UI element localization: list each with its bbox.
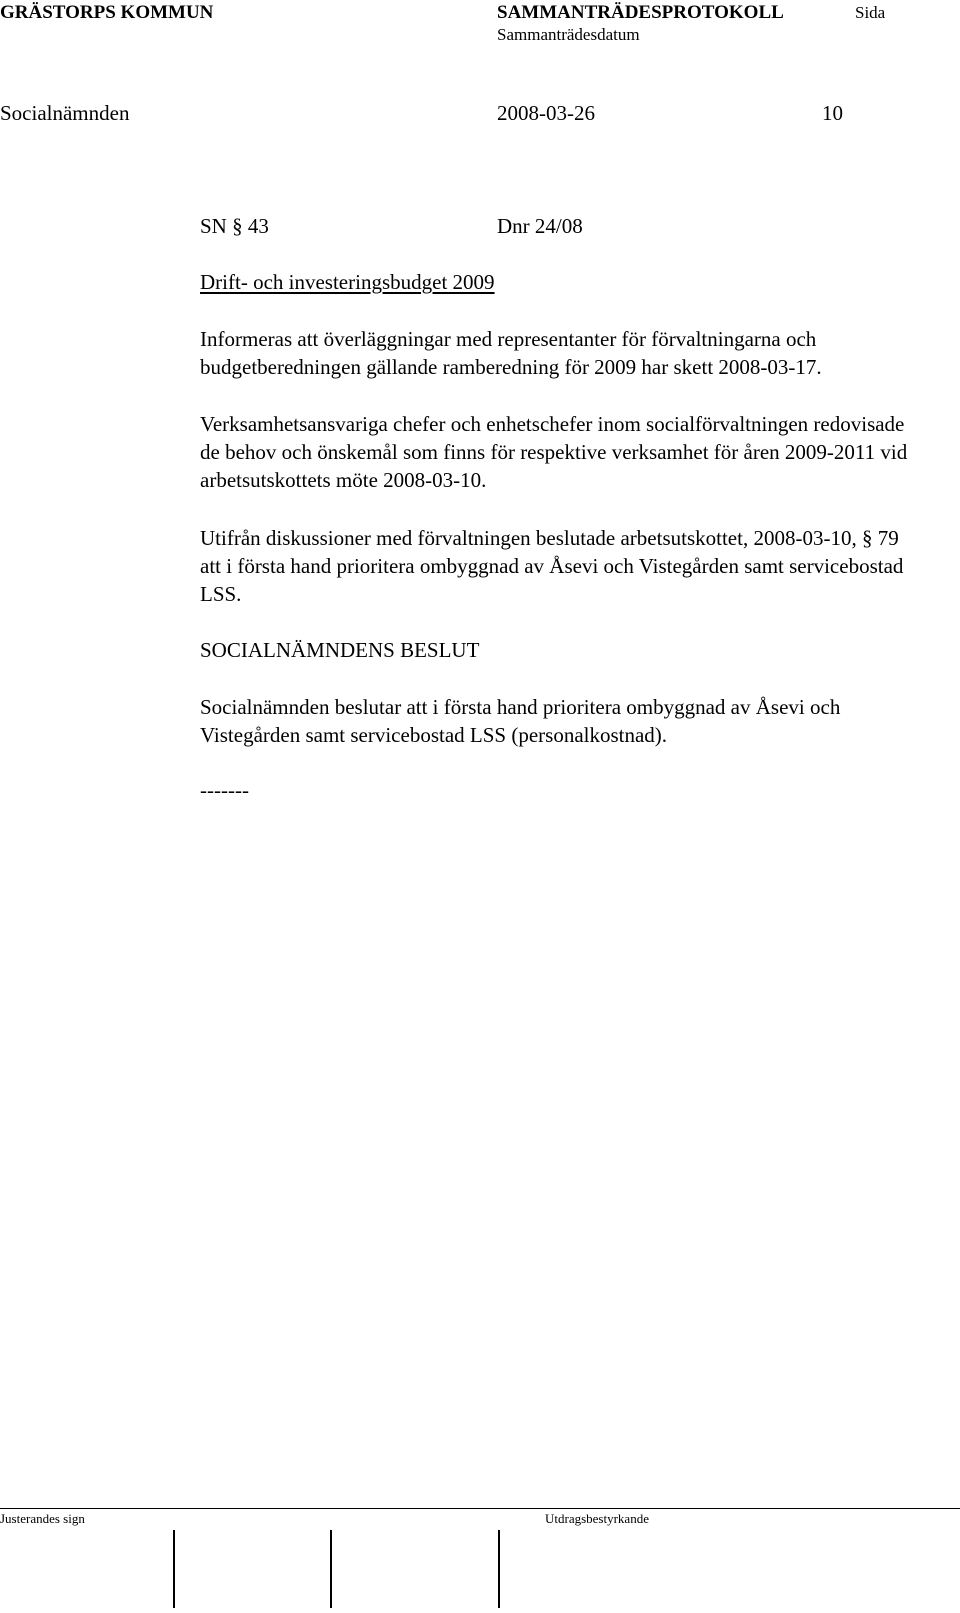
municipality-name: GRÄSTORPS KOMMUN	[0, 2, 214, 23]
paragraph-1: Informeras att överläggningar med representanter för förvaltningarna och budgetberedningen gällande ramberedning för 2009 har skett 2008-03-17.	[200, 327, 822, 379]
document-type: SAMMANTRÄDESPROTOKOLL	[497, 2, 784, 23]
decision-heading: SOCIALNÄMNDENS BESLUT	[200, 638, 480, 662]
signature-label: Justerandes sign	[0, 1511, 85, 1526]
end-marker: -------	[200, 778, 249, 802]
paragraph-2: Verksamhetsansvariga chefer och enhetschefer inom socialförvaltningen redovisade de behov och önskemål som finns för respektive verksamhet för åren 2009-2011 vid arbetsutskottets möte 2008-03-10.	[200, 412, 908, 492]
decision-text: Socialnämnden beslutar att i första hand prioritera ombyggnad av Åsevi och Vistegården samt servicebostad LSS (personalkostnad).	[200, 695, 841, 747]
item-title: Drift- och investeringsbudget 2009	[200, 270, 495, 294]
date-label: Sammanträdesdatum	[497, 25, 640, 44]
item-number: SN § 43	[200, 214, 269, 238]
page-label: Sida	[855, 3, 886, 22]
signature-box-divider-3	[498, 1530, 500, 1608]
diary-number: Dnr 24/08	[497, 214, 583, 238]
committee-name: Socialnämnden	[0, 101, 130, 125]
page-number: 10	[822, 101, 843, 125]
meeting-date: 2008-03-26	[497, 101, 595, 125]
certification-label: Utdragsbestyrkande	[545, 1511, 649, 1526]
signature-box-divider-1	[173, 1530, 175, 1608]
signature-box-divider-2	[330, 1530, 332, 1608]
paragraph-3: Utifrån diskussioner med förvaltningen beslutade arbetsutskottet, 2008-03-10, § 79 att i första hand prioritera ombyggnad av Åsevi och Vistegården samt servicebostad LSS.	[200, 526, 904, 606]
footer-divider	[0, 1508, 960, 1509]
